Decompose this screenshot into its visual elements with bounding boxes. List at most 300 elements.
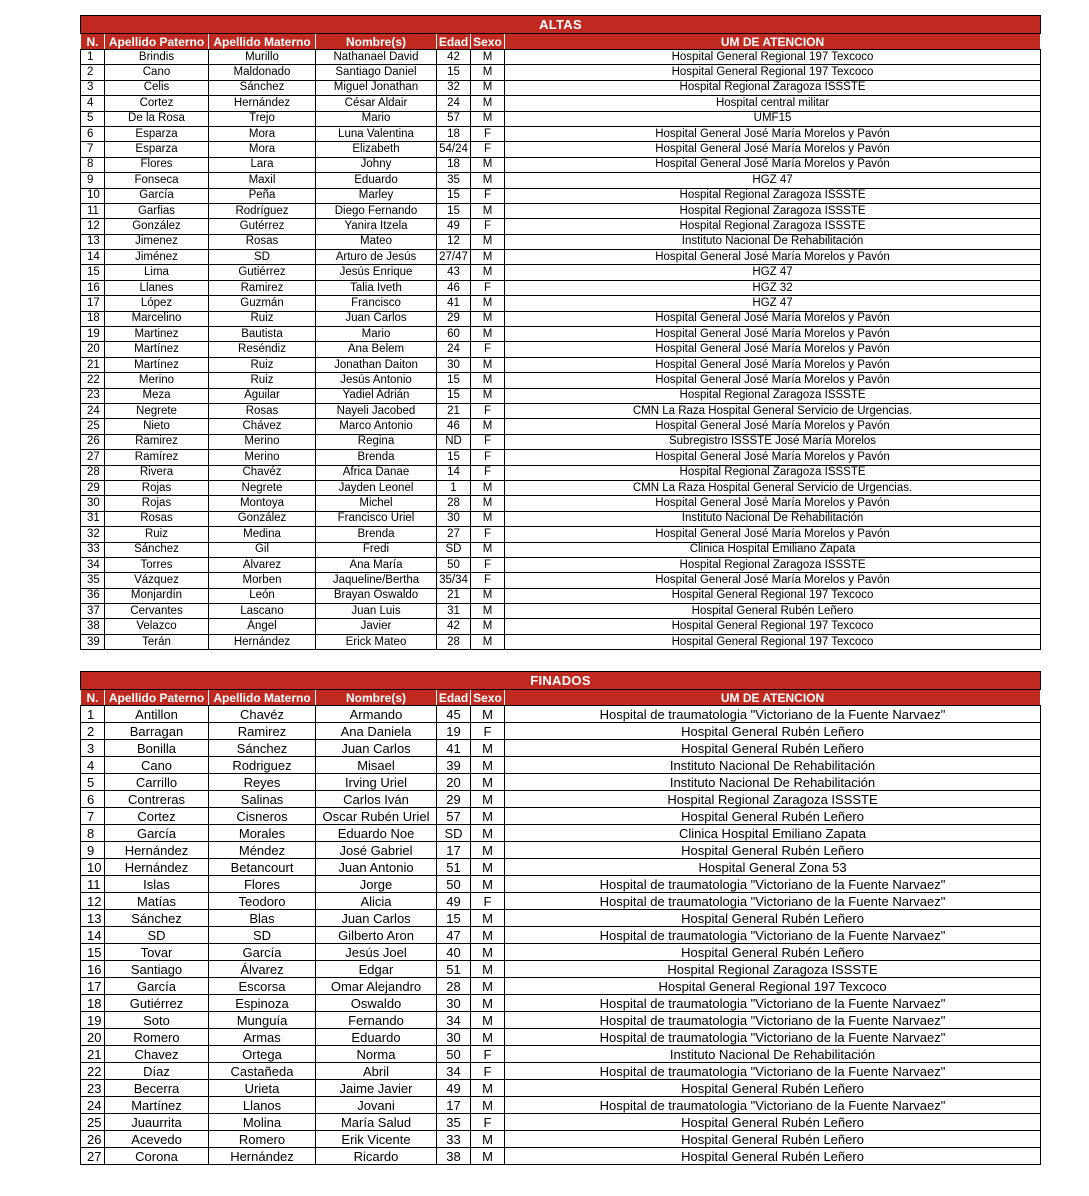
altas-title: ALTAS bbox=[81, 16, 1041, 34]
sexo-cell: M bbox=[471, 910, 505, 927]
um-de-atencion-cell: Clinica Hospital Emiliano Zapata bbox=[505, 542, 1041, 557]
apellido-paterno-cell: Brindis bbox=[105, 50, 209, 65]
apellido-materno-cell: Rosas bbox=[209, 234, 316, 249]
um-de-atencion-cell: Hospital General José María Morelos y Pavón bbox=[505, 527, 1041, 542]
nombre-cell: Juan Carlos bbox=[316, 311, 437, 326]
edad-cell: 46 bbox=[437, 280, 471, 295]
edad-cell: 57 bbox=[437, 111, 471, 126]
row-number-cell: 4 bbox=[81, 757, 105, 774]
apellido-materno-cell: Rodríguez bbox=[209, 203, 316, 218]
row-number-cell: 10 bbox=[81, 188, 105, 203]
nombre-cell: Brenda bbox=[316, 450, 437, 465]
apellido-paterno-cell: Terán bbox=[105, 634, 209, 649]
um-de-atencion-cell: Hospital General Regional 197 Texcoco bbox=[505, 619, 1041, 634]
column-header: Sexo bbox=[471, 690, 505, 706]
table-row bbox=[81, 825, 1041, 842]
sexo-cell: M bbox=[471, 927, 505, 944]
nombre-cell: Jovani bbox=[316, 1097, 437, 1114]
edad-cell: SD bbox=[437, 542, 471, 557]
row-number-cell: 19 bbox=[81, 327, 105, 342]
row-number-cell: 12 bbox=[81, 219, 105, 234]
nombre-cell: Omar Alejandro bbox=[316, 978, 437, 995]
sexo-cell: M bbox=[471, 203, 505, 218]
table-row bbox=[81, 311, 1041, 326]
table-row bbox=[81, 65, 1041, 80]
nombre-cell: Brayan Oswaldo bbox=[316, 588, 437, 603]
table-row bbox=[81, 419, 1041, 434]
um-de-atencion-cell: Hospital General Regional 197 Texcoco bbox=[505, 50, 1041, 65]
nombre-cell: Ana Belem bbox=[316, 342, 437, 357]
apellido-materno-cell: Teodoro bbox=[209, 893, 316, 910]
sexo-cell: M bbox=[471, 757, 505, 774]
table-row bbox=[81, 1148, 1041, 1165]
apellido-paterno-cell: Rojas bbox=[105, 496, 209, 511]
table-row bbox=[81, 706, 1041, 723]
apellido-paterno-cell: Acevedo bbox=[105, 1131, 209, 1148]
table-row bbox=[81, 808, 1041, 825]
apellido-materno-cell: Morben bbox=[209, 573, 316, 588]
edad-cell: 34 bbox=[437, 1012, 471, 1029]
edad-cell: 39 bbox=[437, 757, 471, 774]
um-de-atencion-cell: Hospital General José María Morelos y Pavón bbox=[505, 250, 1041, 265]
nombre-cell: Mateo bbox=[316, 234, 437, 249]
apellido-materno-cell: Urieta bbox=[209, 1080, 316, 1097]
sexo-cell: F bbox=[471, 723, 505, 740]
table-row bbox=[81, 327, 1041, 342]
nombre-cell: Johny bbox=[316, 157, 437, 172]
nombre-cell: José Gabriel bbox=[316, 842, 437, 859]
row-number-cell: 6 bbox=[81, 126, 105, 141]
sexo-cell: M bbox=[471, 265, 505, 280]
um-de-atencion-cell: Instituto Nacional De Rehabilitación bbox=[505, 234, 1041, 249]
row-number-cell: 24 bbox=[81, 1097, 105, 1114]
apellido-materno-cell: Merino bbox=[209, 450, 316, 465]
apellido-paterno-cell: López bbox=[105, 296, 209, 311]
finados-body bbox=[81, 706, 1041, 1165]
apellido-materno-cell: Ortega bbox=[209, 1046, 316, 1063]
row-number-cell: 13 bbox=[81, 910, 105, 927]
apellido-paterno-cell: Ruiz bbox=[105, 527, 209, 542]
row-number-cell: 4 bbox=[81, 96, 105, 111]
row-number-cell: 33 bbox=[81, 542, 105, 557]
table-row bbox=[81, 927, 1041, 944]
sexo-cell: F bbox=[471, 573, 505, 588]
row-number-cell: 18 bbox=[81, 995, 105, 1012]
nombre-cell: César Aldair bbox=[316, 96, 437, 111]
table-row bbox=[81, 588, 1041, 603]
finados-header-row bbox=[81, 690, 1041, 706]
nombre-cell: Jaqueline/Bertha bbox=[316, 573, 437, 588]
apellido-materno-cell: Romero bbox=[209, 1131, 316, 1148]
apellido-materno-cell: Reyes bbox=[209, 774, 316, 791]
apellido-paterno-cell: Ramirez bbox=[105, 434, 209, 449]
table-row bbox=[81, 450, 1041, 465]
apellido-paterno-cell: Torres bbox=[105, 557, 209, 572]
row-number-cell: 16 bbox=[81, 280, 105, 295]
um-de-atencion-cell: Hospital Regional Zaragoza ISSSTE bbox=[505, 388, 1041, 403]
sexo-cell: F bbox=[471, 557, 505, 572]
edad-cell: 18 bbox=[437, 126, 471, 141]
sexo-cell: M bbox=[471, 111, 505, 126]
edad-cell: ND bbox=[437, 434, 471, 449]
apellido-materno-cell: SD bbox=[209, 250, 316, 265]
apellido-paterno-cell: Llanes bbox=[105, 280, 209, 295]
table-row bbox=[81, 910, 1041, 927]
um-de-atencion-cell: Hospital General Rubén Leñero bbox=[505, 842, 1041, 859]
apellido-paterno-cell: Cortez bbox=[105, 96, 209, 111]
apellido-paterno-cell: Cano bbox=[105, 757, 209, 774]
edad-cell: 1 bbox=[437, 480, 471, 495]
apellido-materno-cell: Gutérrez bbox=[209, 219, 316, 234]
row-number-cell: 17 bbox=[81, 978, 105, 995]
row-number-cell: 26 bbox=[81, 1131, 105, 1148]
table-row bbox=[81, 1029, 1041, 1046]
edad-cell: 35 bbox=[437, 1114, 471, 1131]
apellido-paterno-cell: Velazco bbox=[105, 619, 209, 634]
edad-cell: 19 bbox=[437, 723, 471, 740]
edad-cell: 14 bbox=[437, 465, 471, 480]
sexo-cell: M bbox=[471, 373, 505, 388]
um-de-atencion-cell: Hospital de traumatologia "Victoriano de la Fuente Narvaez" bbox=[505, 893, 1041, 910]
apellido-paterno-cell: Marcelino bbox=[105, 311, 209, 326]
sexo-cell: M bbox=[471, 859, 505, 876]
um-de-atencion-cell: Hospital General Regional 197 Texcoco bbox=[505, 65, 1041, 80]
row-number-cell: 19 bbox=[81, 1012, 105, 1029]
apellido-paterno-cell: Martínez bbox=[105, 342, 209, 357]
um-de-atencion-cell: Hospital General José María Morelos y Pavón bbox=[505, 357, 1041, 372]
nombre-cell: Luna Valentina bbox=[316, 126, 437, 141]
row-number-cell: 7 bbox=[81, 808, 105, 825]
apellido-materno-cell: Ruiz bbox=[209, 357, 316, 372]
nombre-cell: Jorge bbox=[316, 876, 437, 893]
column-header: Nombre(s) bbox=[316, 34, 437, 50]
altas-body bbox=[81, 50, 1041, 650]
nombre-cell: Elizabeth bbox=[316, 142, 437, 157]
table-row bbox=[81, 1046, 1041, 1063]
table-row bbox=[81, 995, 1041, 1012]
um-de-atencion-cell: Hospital General Rubén Leñero bbox=[505, 808, 1041, 825]
apellido-materno-cell: Lascano bbox=[209, 604, 316, 619]
apellido-paterno-cell: Cortez bbox=[105, 808, 209, 825]
um-de-atencion-cell: Hospital General Regional 197 Texcoco bbox=[505, 634, 1041, 649]
apellido-materno-cell: Rodriguez bbox=[209, 757, 316, 774]
um-de-atencion-cell: HGZ 47 bbox=[505, 296, 1041, 311]
table-row bbox=[81, 944, 1041, 961]
column-header: UM DE ATENCION bbox=[505, 34, 1041, 50]
table-row bbox=[81, 188, 1041, 203]
apellido-paterno-cell: Martínez bbox=[105, 1097, 209, 1114]
um-de-atencion-cell: Hospital General José María Morelos y Pavón bbox=[505, 157, 1041, 172]
um-de-atencion-cell: HGZ 47 bbox=[505, 173, 1041, 188]
table-row bbox=[81, 573, 1041, 588]
sexo-cell: M bbox=[471, 706, 505, 723]
nombre-cell: Brenda bbox=[316, 527, 437, 542]
table-row bbox=[81, 1080, 1041, 1097]
row-number-cell: 6 bbox=[81, 791, 105, 808]
sexo-cell: M bbox=[471, 1080, 505, 1097]
edad-cell: 15 bbox=[437, 910, 471, 927]
nombre-cell: Jesús Antonio bbox=[316, 373, 437, 388]
um-de-atencion-cell: Hospital General Rubén Leñero bbox=[505, 740, 1041, 757]
row-number-cell: 30 bbox=[81, 496, 105, 511]
edad-cell: 45 bbox=[437, 706, 471, 723]
um-de-atencion-cell: Hospital General Rubén Leñero bbox=[505, 944, 1041, 961]
edad-cell: 33 bbox=[437, 1131, 471, 1148]
sexo-cell: F bbox=[471, 142, 505, 157]
nombre-cell: Juan Carlos bbox=[316, 910, 437, 927]
edad-cell: 35 bbox=[437, 173, 471, 188]
sexo-cell: F bbox=[471, 450, 505, 465]
apellido-paterno-cell: Bonilla bbox=[105, 740, 209, 757]
apellido-materno-cell: Medina bbox=[209, 527, 316, 542]
edad-cell: 30 bbox=[437, 995, 471, 1012]
edad-cell: 51 bbox=[437, 859, 471, 876]
table-row bbox=[81, 250, 1041, 265]
table-row bbox=[81, 542, 1041, 557]
apellido-materno-cell: Sánchez bbox=[209, 80, 316, 95]
table-row bbox=[81, 296, 1041, 311]
apellido-paterno-cell: Hernández bbox=[105, 859, 209, 876]
edad-cell: 30 bbox=[437, 357, 471, 372]
apellido-paterno-cell: Antillon bbox=[105, 706, 209, 723]
sexo-cell: M bbox=[471, 50, 505, 65]
apellido-materno-cell: Castañeda bbox=[209, 1063, 316, 1080]
sexo-cell: M bbox=[471, 173, 505, 188]
apellido-paterno-cell: Carrillo bbox=[105, 774, 209, 791]
apellido-paterno-cell: SD bbox=[105, 927, 209, 944]
edad-cell: 28 bbox=[437, 496, 471, 511]
um-de-atencion-cell: Hospital General Regional 197 Texcoco bbox=[505, 588, 1041, 603]
apellido-paterno-cell: Esparza bbox=[105, 142, 209, 157]
row-number-cell: 24 bbox=[81, 403, 105, 418]
table-row bbox=[81, 961, 1041, 978]
apellido-paterno-cell: González bbox=[105, 219, 209, 234]
edad-cell: 29 bbox=[437, 311, 471, 326]
apellido-materno-cell: Negrete bbox=[209, 480, 316, 495]
table-row bbox=[81, 265, 1041, 280]
column-header: Apellido Paterno bbox=[105, 34, 209, 50]
table-row bbox=[81, 791, 1041, 808]
sexo-cell: M bbox=[471, 588, 505, 603]
apellido-paterno-cell: Gutiérrez bbox=[105, 995, 209, 1012]
edad-cell: 42 bbox=[437, 50, 471, 65]
um-de-atencion-cell: HGZ 32 bbox=[505, 280, 1041, 295]
um-de-atencion-cell: Hospital Regional Zaragoza ISSSTE bbox=[505, 961, 1041, 978]
table-row bbox=[81, 80, 1041, 95]
edad-cell: 47 bbox=[437, 927, 471, 944]
nombre-cell: Talia Iveth bbox=[316, 280, 437, 295]
nombre-cell: Abril bbox=[316, 1063, 437, 1080]
edad-cell: 50 bbox=[437, 876, 471, 893]
apellido-paterno-cell: Hernández bbox=[105, 842, 209, 859]
apellido-materno-cell: Rosas bbox=[209, 403, 316, 418]
apellido-paterno-cell: Cervantes bbox=[105, 604, 209, 619]
apellido-materno-cell: Betancourt bbox=[209, 859, 316, 876]
row-number-cell: 11 bbox=[81, 876, 105, 893]
apellido-paterno-cell: Barragan bbox=[105, 723, 209, 740]
table-row bbox=[81, 403, 1041, 418]
table-row bbox=[81, 557, 1041, 572]
row-number-cell: 8 bbox=[81, 157, 105, 172]
column-header: Edad bbox=[437, 34, 471, 50]
apellido-materno-cell: León bbox=[209, 588, 316, 603]
table-row bbox=[81, 496, 1041, 511]
apellido-materno-cell: Gil bbox=[209, 542, 316, 557]
table-row bbox=[81, 1131, 1041, 1148]
apellido-paterno-cell: Matías bbox=[105, 893, 209, 910]
um-de-atencion-cell: Hospital General Rubén Leñero bbox=[505, 910, 1041, 927]
sexo-cell: F bbox=[471, 280, 505, 295]
sexo-cell: M bbox=[471, 311, 505, 326]
apellido-materno-cell: Mora bbox=[209, 126, 316, 141]
table-row bbox=[81, 723, 1041, 740]
table-row bbox=[81, 219, 1041, 234]
row-number-cell: 25 bbox=[81, 1114, 105, 1131]
edad-cell: 54/24 bbox=[437, 142, 471, 157]
column-header: Apellido Paterno bbox=[105, 690, 209, 706]
row-number-cell: 20 bbox=[81, 1029, 105, 1046]
um-de-atencion-cell: Hospital Regional Zaragoza ISSSTE bbox=[505, 219, 1041, 234]
sexo-cell: F bbox=[471, 188, 505, 203]
nombre-cell: Juan Luis bbox=[316, 604, 437, 619]
altas-header-row bbox=[81, 34, 1041, 50]
edad-cell: 50 bbox=[437, 1046, 471, 1063]
sexo-cell: M bbox=[471, 1131, 505, 1148]
um-de-atencion-cell: Hospital General Rubén Leñero bbox=[505, 1080, 1041, 1097]
apellido-paterno-cell: Corona bbox=[105, 1148, 209, 1165]
nombre-cell: Ana María bbox=[316, 557, 437, 572]
nombre-cell: Jayden Leonel bbox=[316, 480, 437, 495]
um-de-atencion-cell: Hospital de traumatologia "Victoriano de la Fuente Narvaez" bbox=[505, 876, 1041, 893]
um-de-atencion-cell: Hospital General Rubén Leñero bbox=[505, 1114, 1041, 1131]
nombre-cell: María Salud bbox=[316, 1114, 437, 1131]
apellido-paterno-cell: Tovar bbox=[105, 944, 209, 961]
sexo-cell: F bbox=[471, 1046, 505, 1063]
table-row bbox=[81, 1063, 1041, 1080]
nombre-cell: Gilberto Aron bbox=[316, 927, 437, 944]
sexo-cell: M bbox=[471, 619, 505, 634]
sexo-cell: M bbox=[471, 157, 505, 172]
nombre-cell: Mario bbox=[316, 327, 437, 342]
column-header: N. bbox=[81, 34, 105, 50]
nombre-cell: Edgar bbox=[316, 961, 437, 978]
apellido-paterno-cell: De la Rosa bbox=[105, 111, 209, 126]
row-number-cell: 7 bbox=[81, 142, 105, 157]
nombre-cell: Ricardo bbox=[316, 1148, 437, 1165]
apellido-materno-cell: Bautista bbox=[209, 327, 316, 342]
row-number-cell: 9 bbox=[81, 842, 105, 859]
um-de-atencion-cell: Hospital General José María Morelos y Pavón bbox=[505, 419, 1041, 434]
um-de-atencion-cell: Instituto Nacional De Rehabilitación bbox=[505, 757, 1041, 774]
edad-cell: 35/34 bbox=[437, 573, 471, 588]
apellido-paterno-cell: Soto bbox=[105, 1012, 209, 1029]
nombre-cell: Eduardo bbox=[316, 173, 437, 188]
row-number-cell: 36 bbox=[81, 588, 105, 603]
edad-cell: SD bbox=[437, 825, 471, 842]
table-row bbox=[81, 157, 1041, 172]
nombre-cell: Oswaldo bbox=[316, 995, 437, 1012]
nombre-cell: Juan Antonio bbox=[316, 859, 437, 876]
apellido-paterno-cell: Juaurrita bbox=[105, 1114, 209, 1131]
nombre-cell: Santiago Daniel bbox=[316, 65, 437, 80]
apellido-materno-cell: Ángel bbox=[209, 619, 316, 634]
sexo-cell: M bbox=[471, 808, 505, 825]
sexo-cell: M bbox=[471, 978, 505, 995]
apellido-paterno-cell: Celis bbox=[105, 80, 209, 95]
table-row bbox=[81, 388, 1041, 403]
edad-cell: 41 bbox=[437, 296, 471, 311]
apellido-paterno-cell: Garfias bbox=[105, 203, 209, 218]
apellido-paterno-cell: García bbox=[105, 978, 209, 995]
apellido-paterno-cell: Vázquez bbox=[105, 573, 209, 588]
nombre-cell: Fredi bbox=[316, 542, 437, 557]
sexo-cell: M bbox=[471, 842, 505, 859]
sexo-cell: M bbox=[471, 419, 505, 434]
edad-cell: 21 bbox=[437, 403, 471, 418]
apellido-paterno-cell: Cano bbox=[105, 65, 209, 80]
nombre-cell: Diego Fernando bbox=[316, 203, 437, 218]
um-de-atencion-cell: Hospital de traumatologia "Victoriano de la Fuente Narvaez" bbox=[505, 995, 1041, 1012]
sexo-cell: M bbox=[471, 995, 505, 1012]
table-row bbox=[81, 740, 1041, 757]
um-de-atencion-cell: Hospital General José María Morelos y Pavón bbox=[505, 311, 1041, 326]
edad-cell: 42 bbox=[437, 619, 471, 634]
apellido-paterno-cell: Lima bbox=[105, 265, 209, 280]
apellido-materno-cell: Morales bbox=[209, 825, 316, 842]
sexo-cell: M bbox=[471, 740, 505, 757]
row-number-cell: 37 bbox=[81, 604, 105, 619]
sexo-cell: M bbox=[471, 250, 505, 265]
apellido-paterno-cell: Fonseca bbox=[105, 173, 209, 188]
table-row bbox=[81, 527, 1041, 542]
apellido-paterno-cell: Nieto bbox=[105, 419, 209, 434]
row-number-cell: 31 bbox=[81, 511, 105, 526]
table-row bbox=[81, 280, 1041, 295]
apellido-materno-cell: Maldonado bbox=[209, 65, 316, 80]
apellido-paterno-cell: Meza bbox=[105, 388, 209, 403]
um-de-atencion-cell: Hospital General José María Morelos y Pavón bbox=[505, 142, 1041, 157]
nombre-cell: Javier bbox=[316, 619, 437, 634]
row-number-cell: 23 bbox=[81, 388, 105, 403]
apellido-paterno-cell: Sánchez bbox=[105, 910, 209, 927]
row-number-cell: 39 bbox=[81, 634, 105, 649]
row-number-cell: 14 bbox=[81, 250, 105, 265]
apellido-paterno-cell: Rosas bbox=[105, 511, 209, 526]
sexo-cell: M bbox=[471, 825, 505, 842]
apellido-paterno-cell: Islas bbox=[105, 876, 209, 893]
edad-cell: 29 bbox=[437, 791, 471, 808]
edad-cell: 57 bbox=[437, 808, 471, 825]
apellido-materno-cell: Maxil bbox=[209, 173, 316, 188]
um-de-atencion-cell: Hospital General José María Morelos y Pavón bbox=[505, 450, 1041, 465]
row-number-cell: 12 bbox=[81, 893, 105, 910]
table-row bbox=[81, 50, 1041, 65]
apellido-materno-cell: Espinoza bbox=[209, 995, 316, 1012]
apellido-paterno-cell: Ramírez bbox=[105, 450, 209, 465]
sexo-cell: M bbox=[471, 234, 505, 249]
apellido-paterno-cell: Contreras bbox=[105, 791, 209, 808]
apellido-materno-cell: Chavéz bbox=[209, 706, 316, 723]
row-number-cell: 35 bbox=[81, 573, 105, 588]
um-de-atencion-cell: Hospital General Rubén Leñero bbox=[505, 604, 1041, 619]
sexo-cell: M bbox=[471, 1097, 505, 1114]
row-number-cell: 22 bbox=[81, 1063, 105, 1080]
apellido-materno-cell: Aguilar bbox=[209, 388, 316, 403]
apellido-materno-cell: Ramirez bbox=[209, 723, 316, 740]
edad-cell: 49 bbox=[437, 1080, 471, 1097]
edad-cell: 15 bbox=[437, 388, 471, 403]
sexo-cell: F bbox=[471, 342, 505, 357]
